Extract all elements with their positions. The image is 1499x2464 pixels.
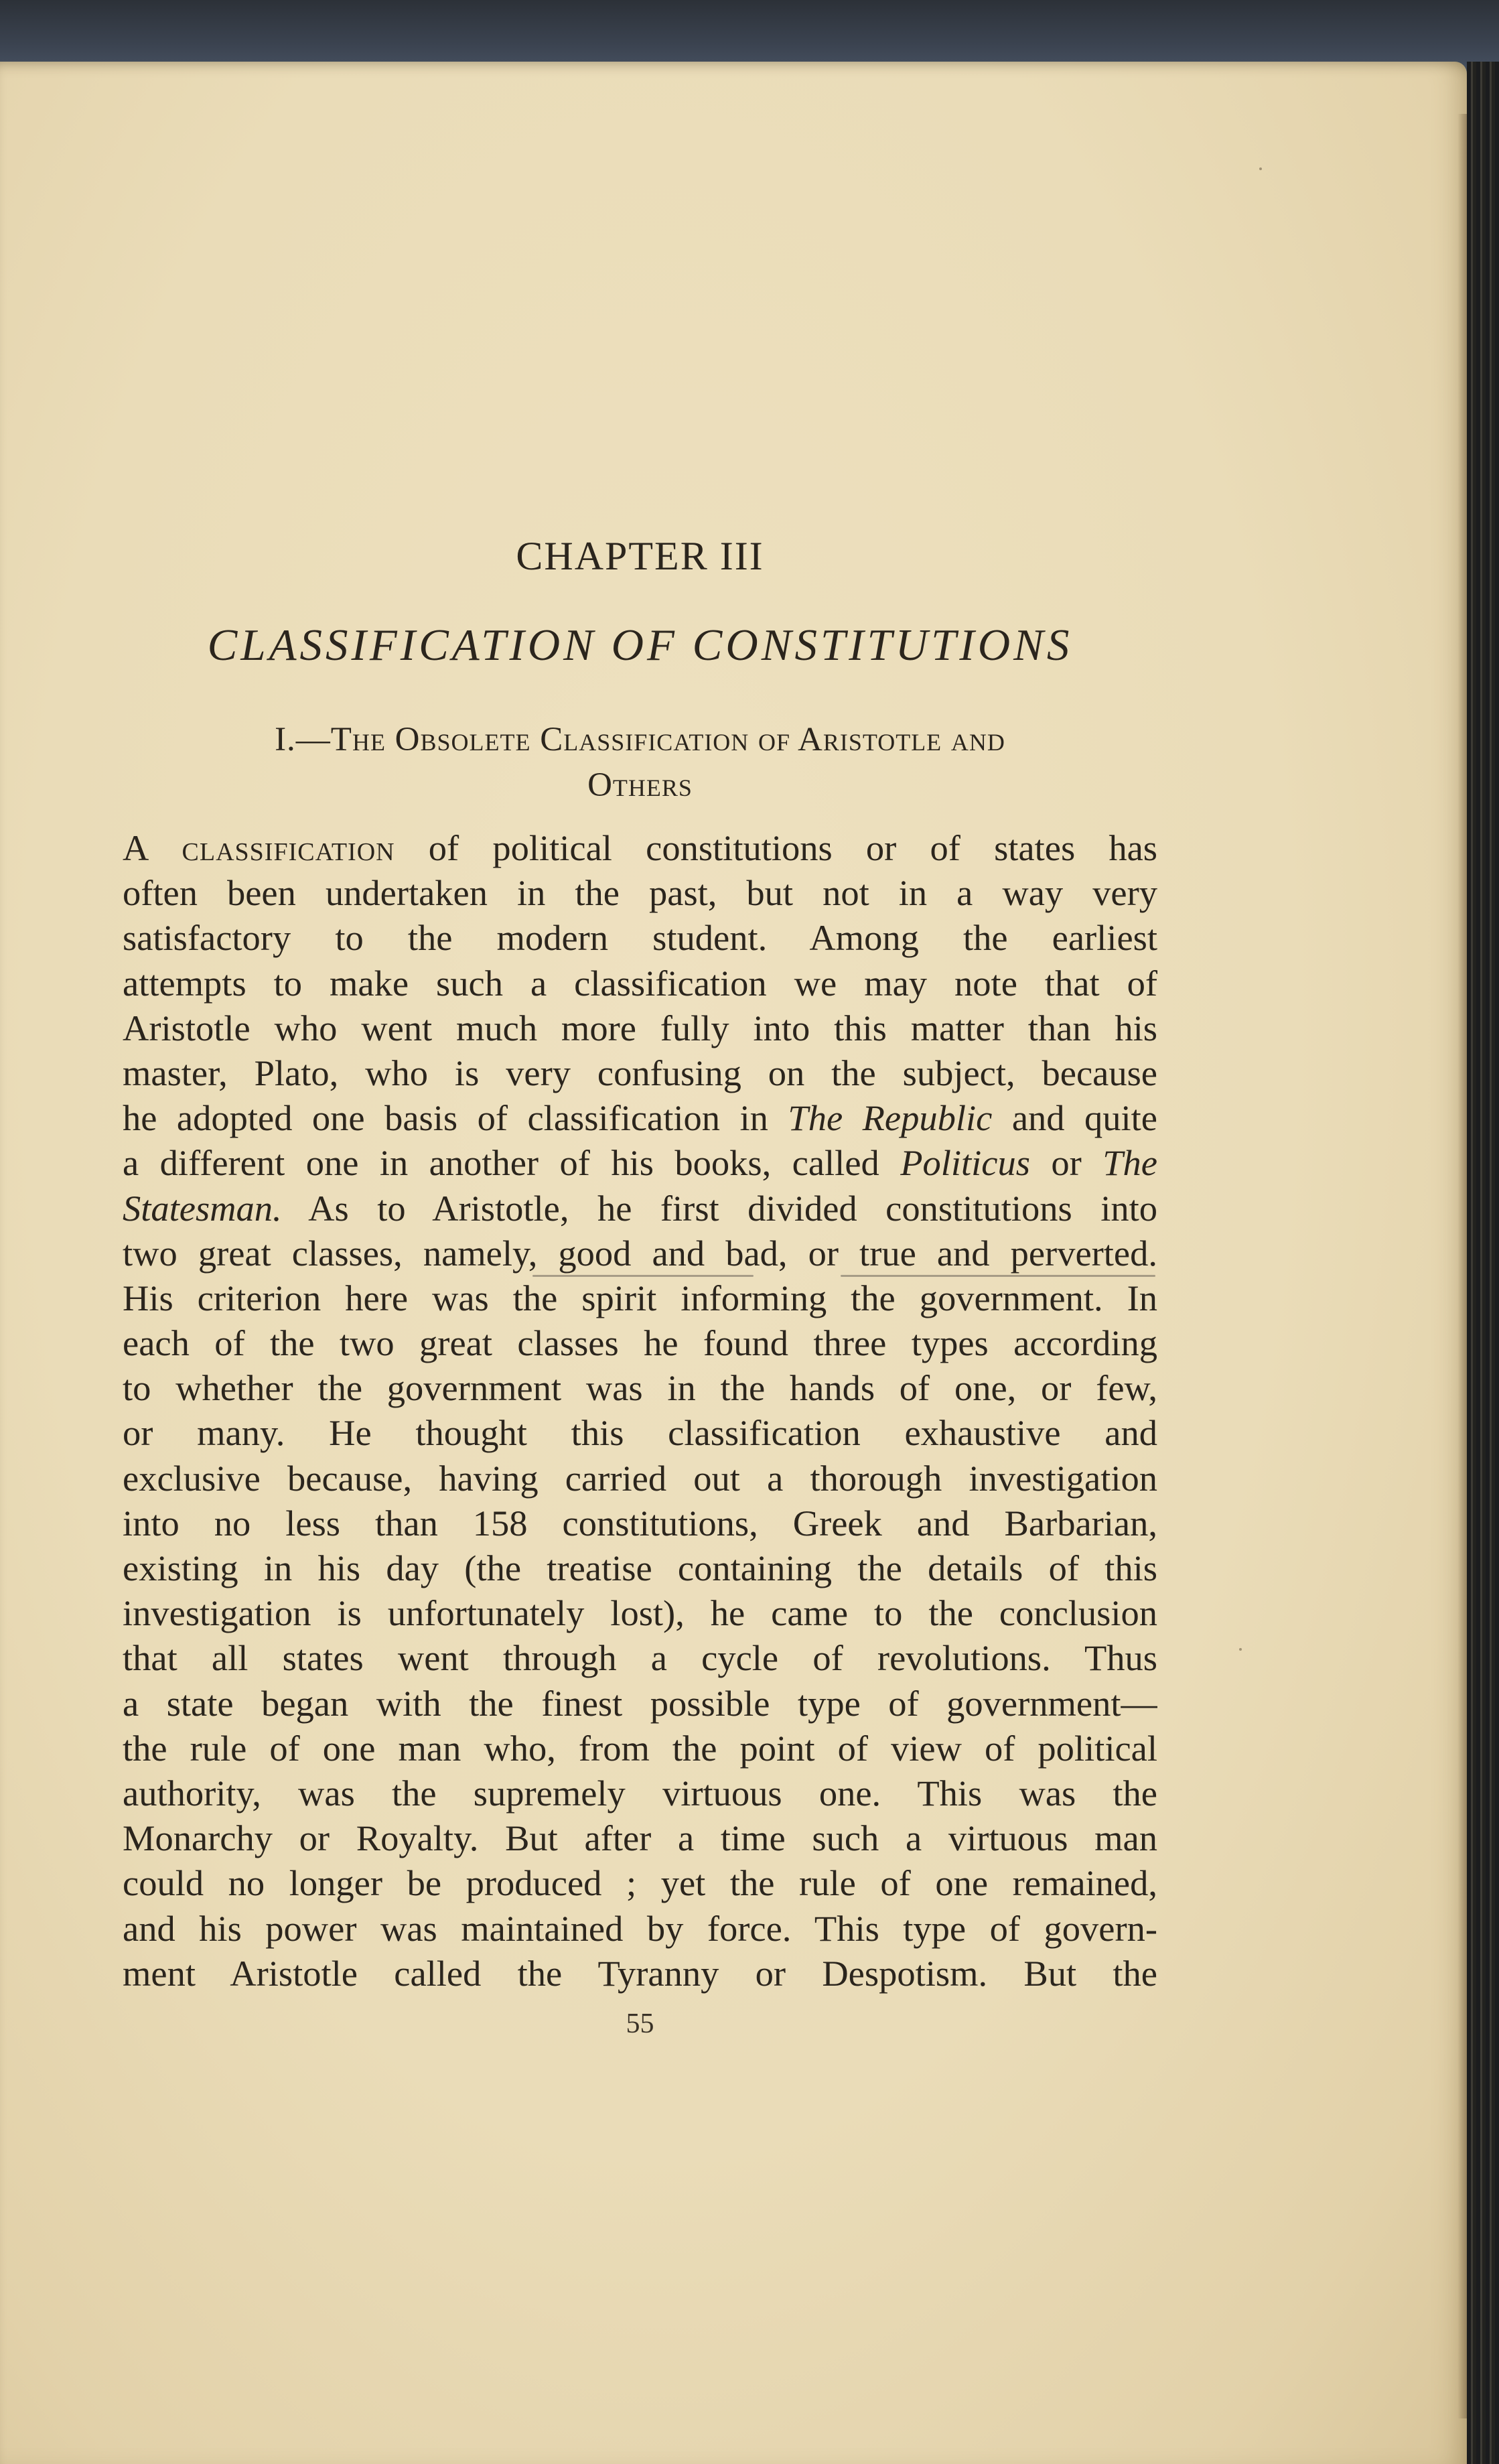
text-line: [123, 1095, 1157, 1140]
body-paragraph: [123, 825, 1157, 1996]
text-line: ment Aristotle called the Tyranny or Despotism. But the: [123, 1952, 1157, 1994]
text-line: and his power was maintained by force. This type of govern-: [123, 1907, 1157, 1949]
line-text: and quite: [992, 1097, 1157, 1139]
text-line: authority, was the supremely virtuous one. This was the: [123, 1772, 1157, 1813]
text-line: to whether the government was in the hands of one, or few,: [123, 1367, 1157, 1409]
lead-small-caps: A classification: [123, 827, 395, 868]
text-line: could no longer be produced ; yet the rule of one remained,: [123, 1862, 1157, 1904]
pencil-underline: [532, 1275, 754, 1277]
text-line: [123, 825, 1157, 870]
text-line: each of the two great classes he found three types according: [123, 1322, 1157, 1364]
book-title-italic: The: [1102, 1142, 1157, 1184]
text-line: into no less than 158 constitutions, Greek and Barbarian,: [123, 1502, 1157, 1544]
book-title-italic: Statesman.: [123, 1187, 282, 1229]
text-line: existing in his day (the treatise containing the details of this: [123, 1548, 1157, 1588]
page-edge-shadow: [1457, 114, 1467, 2418]
text-line: two great classes, namely, good and bad, or true and perverted.: [123, 1232, 1157, 1274]
text-line: Monarchy or Royalty. But after a time such a virtuous man: [123, 1818, 1157, 1859]
text-line: investigation is unfortunately lost), he came to the conclusion: [123, 1592, 1157, 1634]
chapter-label: CHAPTER III: [516, 534, 764, 578]
line-text: As to Aristotle, he first divided constitutions into: [281, 1187, 1157, 1229]
text-line: a state began with the finest possible type of government—: [123, 1682, 1157, 1724]
text-line: Aristotle who went much more fully into this matter than his: [123, 1007, 1157, 1048]
line-text: of political constitutions or of states has: [395, 827, 1157, 868]
text-line: master, Plato, who is very confusing on the subject, because: [123, 1052, 1157, 1093]
text-line: that all states went through a cycle of revolutions. Thus: [123, 1637, 1157, 1679]
page-number: 55: [626, 2008, 654, 2039]
line-text: a different one in another of his books, called: [123, 1142, 901, 1184]
book-title-italic: The Republic: [788, 1097, 993, 1139]
text-line: His criterion here was the spirit informing the government. In: [123, 1277, 1157, 1318]
section-heading-line-2: Others: [587, 766, 693, 804]
text-line: or many. He thought this classification exhaustive and: [123, 1412, 1157, 1454]
text-line: often been undertaken in the past, but not in a way very: [123, 872, 1157, 914]
section-heading-line-1: I.—The Obsolete Classification of Aristotle and: [275, 721, 1005, 758]
line-text: or: [1029, 1142, 1103, 1184]
text-line: [123, 1186, 1157, 1231]
paper-speck: [1259, 167, 1262, 170]
text-line: satisfactory to the modern student. Among the earliest: [123, 917, 1157, 959]
pencil-underline: [841, 1275, 1155, 1277]
book-block-edge: [1467, 62, 1499, 2464]
line-text: he adopted one basis of classification in: [123, 1097, 788, 1139]
text-line: attempts to make such a classification we may note that of: [123, 962, 1157, 1004]
chapter-title: CLASSIFICATION OF CONSTITUTIONS: [207, 620, 1073, 670]
paper-speck: [1239, 1648, 1242, 1651]
text-line: [123, 1140, 1157, 1185]
section-heading: [123, 717, 1157, 808]
book-title-italic: Politicus: [900, 1142, 1030, 1184]
text-line: exclusive because, having carried out a thorough investigation: [123, 1457, 1157, 1499]
text-line: the rule of one man who, from the point of view of political: [123, 1727, 1157, 1769]
